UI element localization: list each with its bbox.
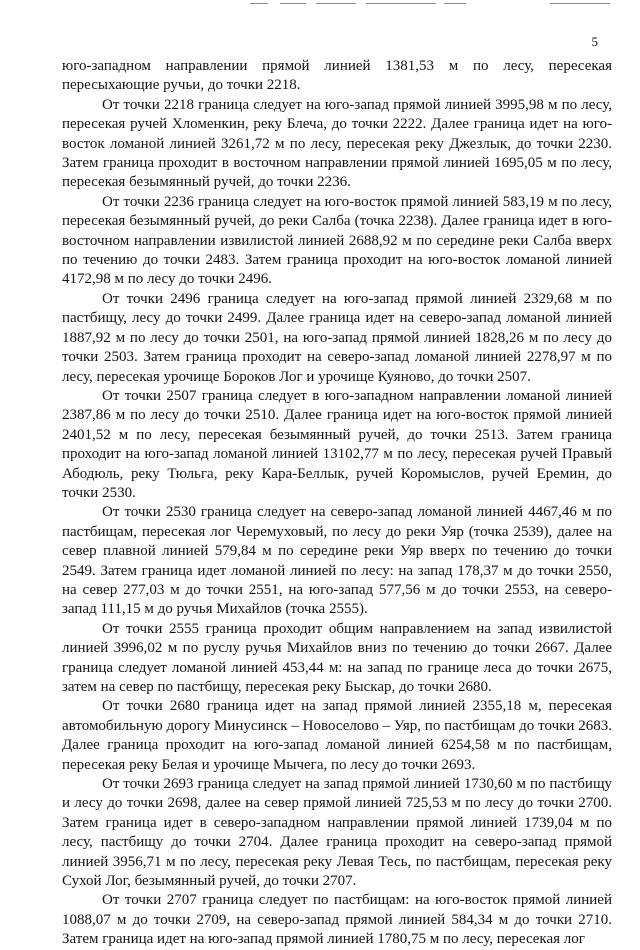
page-number: 5 <box>591 34 598 49</box>
paragraph: От точки 2507 граница следует в юго-западном направлении ломаной линией 2387,86 м по лесу до точки 2510. Далее граница идет на юго-восток прямой линией 2401,52 м по лесу, пересекая безымянный ручей, до точки 2513. Затем граница проходит на юго-запад ломаной линией 13102,77 м по лесу, пересекая ручей Правый Абодюль, реку Тюльга, реку Кара-Беллык, ручей Коромыслов, ручей Еремин, до точки 2530. <box>62 387 612 501</box>
paragraph: От точки 2555 граница проходит общим направлением на запад извилистой линией 3996,02 м по руслу ручья Михайлов вниз по течению до точки 2667. Далее граница следует ломаной линией 453,44 м: на запад по границе леса до точки 2675, затем на север по пастбищу, пересекая реку Быскар, до точки 2680. <box>62 620 612 695</box>
paragraph: От точки 2530 граница следует на северо-запад ломаной линией 4467,46 м по пастбищам, пересекая лог Черемуховый, по лесу до реки Уяр (точка 2539), далее на север плавной линией 579,84 м по середине реки Уяр вверх по течению до точки 2549. Затем граница идет ломаной линией по лесу: на запад 178,37 м до точки 2550, на север 277,03 м до точки 2551, на юго-запад 577,56 м до точки 2553, на северо-запад 111,15 м до ручья Михайлов (точка 2555). <box>62 504 612 618</box>
paragraph: От точки 2218 граница следует на юго-запад прямой линией 3995,98 м по лесу, пересекая ручей Хломенкин, реку Блеча, до точки 2222. Далее граница идет на юго-восток ломаной линией 3261,72 м по лесу, пересекая реку Джезлык, до точки 2230. Затем граница проходит в восточном направлении прямой линией 1695,05 м по лесу, пересекая безымянный ручей, до точки 2236. <box>62 96 612 191</box>
paragraph: От точки 2236 граница следует на юго-восток прямой линией 583,19 м по лесу, пересекая безымянный ручей, до реки Салба (точка 2238). Далее граница идет в юго-восточном направлении извилистой линией 2688,92 м по середине реки Салба вверх по течению до точки 2483. Затем граница проходит на юго-восток ломаной линией 4172,98 м по лесу до точки 2496. <box>62 193 612 288</box>
paragraph: От точки 2680 граница идет на запад прямой линией 2355,18 м, пересекая автомобильную дорогу Минусинск – Новоселово – Уяр, по пастбищам до точки 2683. Далее граница проходит на юго-запад ломаной линией 6254,58 м по пастбищам, пересекая реку Белая и урочище Мычега, по лесу до точки 2693. <box>62 698 612 773</box>
paragraph: От точки 2707 граница следует по пастбищам: на юго-восток прямой линией 1088,07 м до точки 2709, на северо-запад прямой линией 584,34 м до точки 2710. Затем граница идет на юго-запад прямой линией 1780,75 м по лесу, пересекая лог <box>62 892 612 948</box>
paragraph: юго-западном направлении прямой линией 1381,53 м по лесу, пересекая пересыхающие ручьи, до точки 2218. <box>62 58 612 94</box>
document-body <box>62 57 612 950</box>
scan-edge-marks <box>250 0 630 8</box>
paragraph: От точки 2496 граница следует на юго-запад прямой линией 2329,68 м по пастбищу, лесу до точки 2499. Далее граница идет на северо-запад ломаной линией 1887,92 м по лесу до точки 2501, на юго-запад прямой линией 1828,26 м по лесу до точки 2503. Затем граница проходит на северо-запад ломаной линией 2278,97 м по лесу, пересекая урочище Бороков Лог и урочище Куяново, до точки 2507. <box>62 290 612 385</box>
paragraph: От точки 2693 граница следует на запад прямой линией 1730,60 м по пастбищу и лесу до точки 2698, далее на север прямой линией 725,53 м по лесу до точки 2700. Затем граница идет в северо-западном направлении прямой линией 1739,04 м по лесу, пастбищу до точки 2704. Далее граница проходит на северо-запад прямой линией 3956,71 м по лесу, пересекая реку Левая Тесь, по пастбищам, пересекая реку Сухой Лог, безымянный ручей, до точки 2707. <box>62 776 612 890</box>
